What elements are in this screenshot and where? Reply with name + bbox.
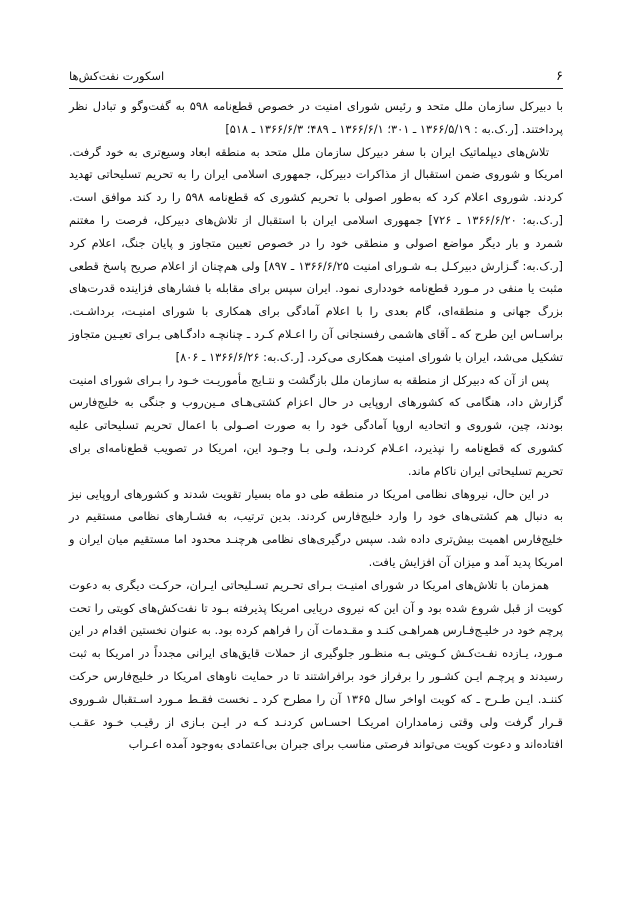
header-divider [69,88,563,89]
paragraph: با دبیرکل سازمان ملل متحد و رئیس شورای امنیت در خصوص قطع‌نامه ۵۹۸ به گفت‌وگو و تبادل نظر پرداختند. [ر.ک.به : ۱۳۶۶/۵/۱۹ ـ ۳۰۱؛ ۱۳۶۶/۶/۱ ـ ۴۸۹؛ ۱۳۶۶/۶/۳ ـ ۵۱۸] [69,99,563,136]
running-title: اسکورت نفت‌کش‌ها [69,69,165,83]
paragraph: در این حال، نیروهای نظامی امریکا در منطقه طی دو ماه بسیار تقویت شدند و کشورهای اروپایی نیز به دنبال هم کشتی‌های خود را وارد خلیج‌فارس کردند. بدین ترتیب، به فشـارهای نظامی مستقیم در خلیج‌فارس اهمیت بیش‌تری داده شد. سپس درگیری‌های نظامی هرچنـد محدود اما مستقیم میان ایران و امریکا پدید آمد و میزان آن افزایش یافت. [69,486,563,569]
page-number: ۶ [556,68,563,84]
paragraph: تلاش‌های دیپلماتیک ایران با سفر دبیرکل سازمان ملل متحد به منطقه ابعاد وسیع‌تری به خود گرفت. امریکا و شوروی ضمن استقبال از مذاکرات دبیرکل، جمهوری اسلامی ایران را به تحریم تسلیحاتی تهدید کردند. شوروی اعلام کرد که به‌طور اصولی با تحریم کشوری که قطع‌نامه ۵۹۸ را رد کند موافق است. [ر.ک.به: ۱۳۶۶/۶/۲۰ ـ ۷۲۶] جمهوری اسلامی ایران با استقبال از تلاش‌های دبیرکل، فرصت را مغتنم شمرد و بار دیگر مواضع اصولی و منطقی خود را در خصوص تعیین متجاوز و پایان جنگ، اعلام کرد [ر.ک.به: گـزارش دبیرکـل بـه شـورای امنیت ۱۳۶۶/۶/۲۵ ـ ۸۹۷] ولی هم‌چنان از اعلام صریح پاسخ قطعی مثبت یا منفی در مـورد قطع‌نامه خودداری نمود. ایران سپس برای مقابله با فشارهای فزاینده قدرت‌های بزرگ جهانی و منطقه‌ای، گام بعدی را با اعلام آمادگی برای همکاری با شورای امنیـت، برداشـت. براسـاس این طرح که ـ آقای هاشمی رفسنجانی آن را اعـلام کـرد ـ چنانچـه دادگـاهی بـرای تعیـین متجاوز تشکیل می‌شد، ایران با شورای امنیت همکاری می‌کرد. [ر.ک.به: ۱۳۶۶/۶/۲۶ ـ ۸۰۶] [69,144,563,364]
paragraph: پس از آن که دبیرکل از منطقه به سازمان ملل بازگشت و نتـایج مأموریـت خـود را بـرای شورای امنیت گزارش داد، هنگامی که کشورهای اروپایی در حال اعزام کشتی‌هـای مـین‌روب و جنگی به خلیج‌فارس بودند، چین، شوروی و اتحادیه اروپا آمادگی خود را به صورت اصـولی با اعمال تحریم تسلیحاتی علیه کشوری که قطع‌نامه را نپذیرد، اعـلام کردنـد، ولـی بـا وجـود این، امریکا در تصویب قطع‌نامه‌ای برای تحریم تسلیحاتی ایران ناکام ماند. [69,372,563,478]
body-text [69,95,563,756]
page-header [69,66,563,86]
paragraph: همزمان با تلاش‌های امریکا در شورای امنیـت بـرای تحـریم تسـلیحاتی ایـران، حرکـت دیگری به دعوت کویت از قبل شروع شده بود و آن این که نیروی دریایی امریکا پذیرفته بـود تا نفت‌کش‌های کویتی را تحت پرچم خود در خلیـج‌فـارس همراهـی کنـد و مقـدمات آن را فراهم کرده بود. به عنوان نخستین اقدام در این مـورد، یـازده نفـت‌کـش کـویتی بـه منظـور جلوگیری از حملات قایق‌های ایرانی مجدداً در امریکا به ثبت رسیدند و پرچـم ایـن کشـور را برفراز خود برافراشتند تا در حمایت ناوهای امریکا در خلیج‌فارس حرکت کننـد. ایـن طـرح ـ که کویت اواخر سال ۱۳۶۵ آن را مطرح کرد ـ نخست فقـط مـورد اسـتقبال شـوروی قـرار گرفت ولی وقتی زمامداران امریکـا احسـاس کردنـد کـه در ایـن بـازی از رقیـب خـود عقـب افتاده‌اند و دعوت کویت می‌تواند فرصتی مناسب برای جبران بی‌اعتمادی به‌وجود آمده اعـراب [69,577,564,752]
